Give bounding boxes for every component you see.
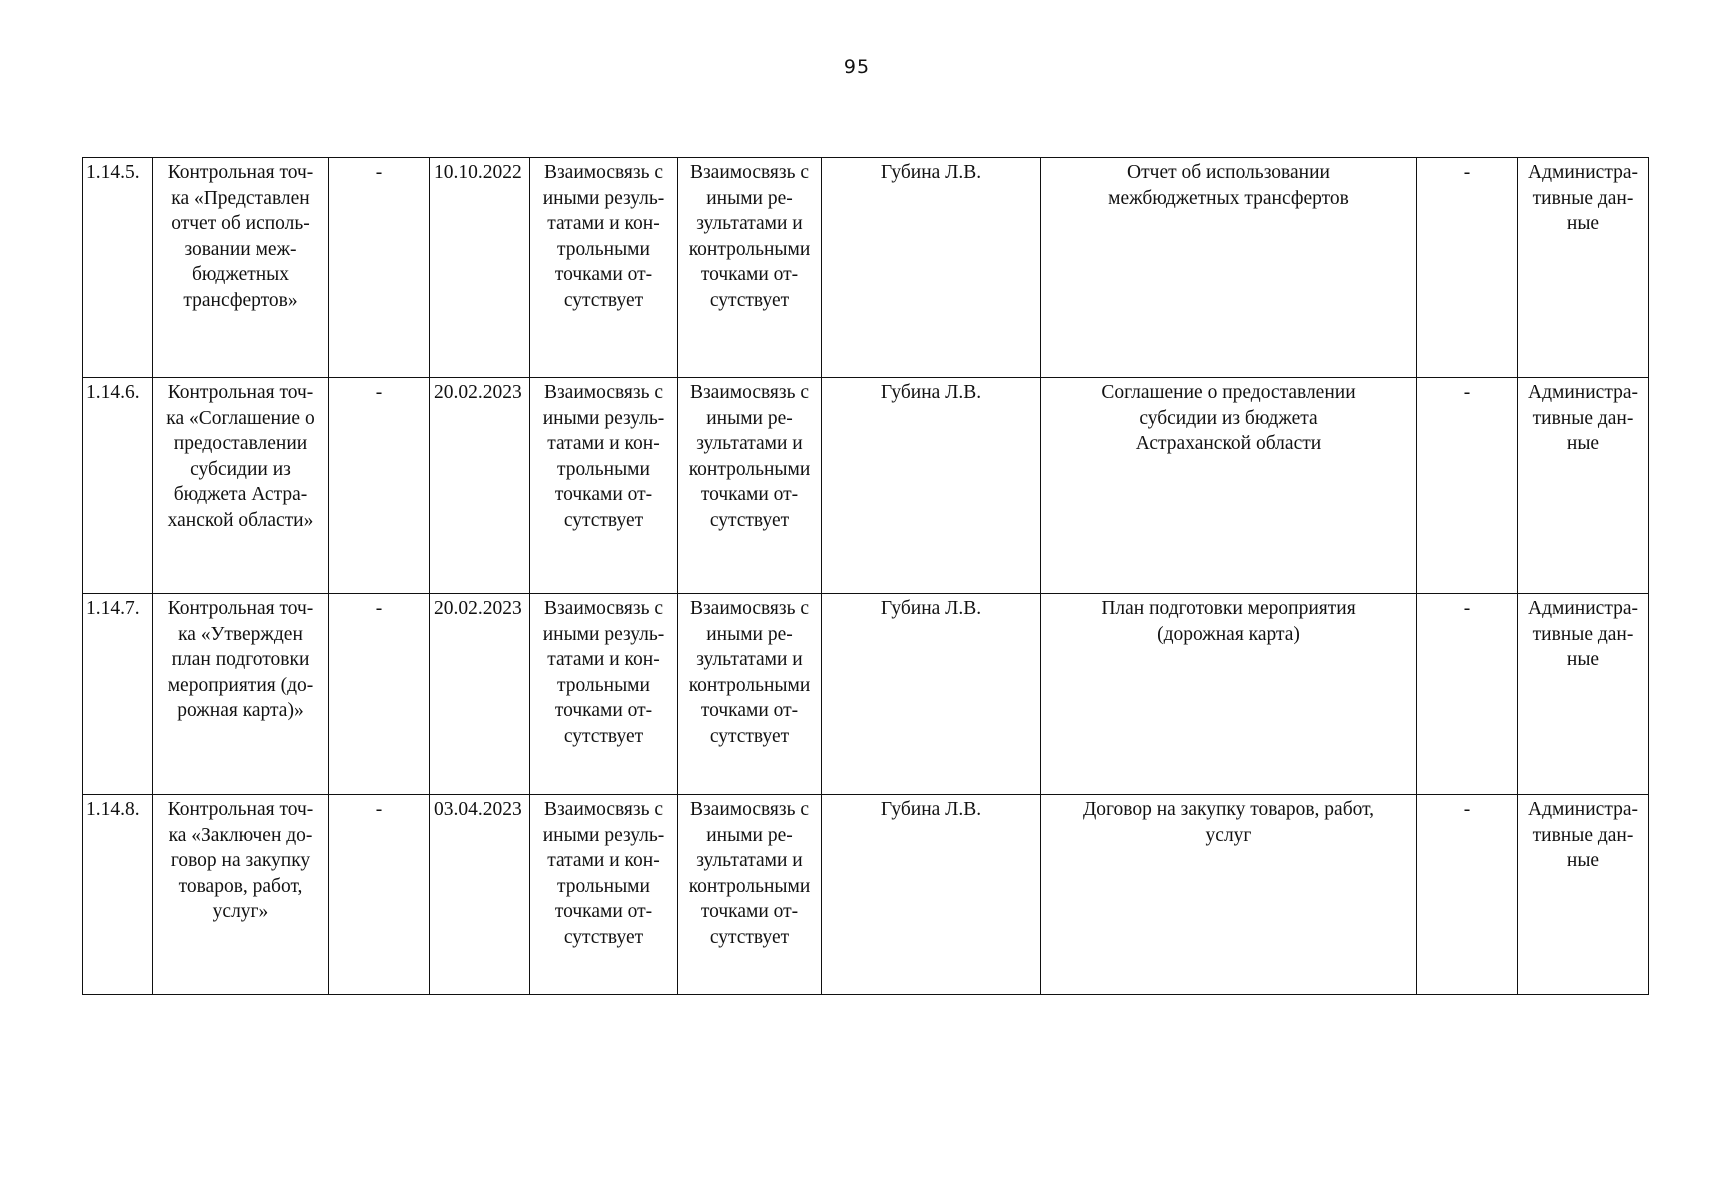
responsible-person: Губина Л.В. bbox=[822, 378, 1041, 594]
data-source: Администра- тивные дан- ные bbox=[1518, 594, 1649, 795]
table-row bbox=[83, 158, 1649, 378]
control-points-table bbox=[82, 157, 1649, 995]
row-number: 1.14.5. bbox=[83, 158, 153, 378]
result-document: Договор на закупку товаров, работ, услуг bbox=[1041, 795, 1417, 995]
data-source: Администра- тивные дан- ные bbox=[1518, 158, 1649, 378]
data-source: Администра- тивные дан- ные bbox=[1518, 795, 1649, 995]
predecessors: Взаимосвязь с иными резуль- татами и кон- трольными точками от- сутствует bbox=[530, 594, 678, 795]
control-point-name: Контрольная точ- ка «Соглашение о предоставлении субсидии из бюджета Астра- ханской области» bbox=[153, 378, 329, 594]
end-date: 10.10.2022 bbox=[430, 158, 530, 378]
successors: Взаимосвязь с иными ре- зультатами и контрольными точками от- сутствует bbox=[678, 378, 822, 594]
start-date: - bbox=[329, 594, 430, 795]
result-document: План подготовки мероприятия (дорожная карта) bbox=[1041, 594, 1417, 795]
info-system: - bbox=[1417, 594, 1518, 795]
result-document: Соглашение о предоставлении субсидии из бюджета Астраханской области bbox=[1041, 378, 1417, 594]
start-date: - bbox=[329, 378, 430, 594]
control-point-name: Контрольная точ- ка «Заключен до- говор на закупку товаров, работ, услуг» bbox=[153, 795, 329, 995]
page-number: 95 bbox=[843, 56, 871, 78]
end-date: 03.04.2023 bbox=[430, 795, 530, 995]
info-system: - bbox=[1417, 158, 1518, 378]
info-system: - bbox=[1417, 795, 1518, 995]
successors: Взаимосвязь с иными ре- зультатами и контрольными точками от- сутствует bbox=[678, 158, 822, 378]
start-date: - bbox=[329, 795, 430, 995]
table-row bbox=[83, 378, 1649, 594]
table-row bbox=[83, 594, 1649, 795]
predecessors: Взаимосвязь с иными резуль- татами и кон- трольными точками от- сутствует bbox=[530, 378, 678, 594]
responsible-person: Губина Л.В. bbox=[822, 795, 1041, 995]
data-source: Администра- тивные дан- ные bbox=[1518, 378, 1649, 594]
result-document: Отчет об использовании межбюджетных трансфертов bbox=[1041, 158, 1417, 378]
row-number: 1.14.8. bbox=[83, 795, 153, 995]
successors: Взаимосвязь с иными ре- зультатами и контрольными точками от- сутствует bbox=[678, 594, 822, 795]
responsible-person: Губина Л.В. bbox=[822, 594, 1041, 795]
successors: Взаимосвязь с иными ре- зультатами и контрольными точками от- сутствует bbox=[678, 795, 822, 995]
table-row bbox=[83, 795, 1649, 995]
responsible-person: Губина Л.В. bbox=[822, 158, 1041, 378]
predecessors: Взаимосвязь с иными резуль- татами и кон- трольными точками от- сутствует bbox=[530, 158, 678, 378]
row-number: 1.14.6. bbox=[83, 378, 153, 594]
control-point-name: Контрольная точ- ка «Представлен отчет об исполь- зовании меж- бюджетных трансфертов» bbox=[153, 158, 329, 378]
end-date: 20.02.2023 bbox=[430, 594, 530, 795]
info-system: - bbox=[1417, 378, 1518, 594]
end-date: 20.02.2023 bbox=[430, 378, 530, 594]
start-date: - bbox=[329, 158, 430, 378]
predecessors: Взаимосвязь с иными резуль- татами и кон- трольными точками от- сутствует bbox=[530, 795, 678, 995]
row-number: 1.14.7. bbox=[83, 594, 153, 795]
control-point-name: Контрольная точ- ка «Утвержден план подготовки мероприятия (до- рожная карта)» bbox=[153, 594, 329, 795]
